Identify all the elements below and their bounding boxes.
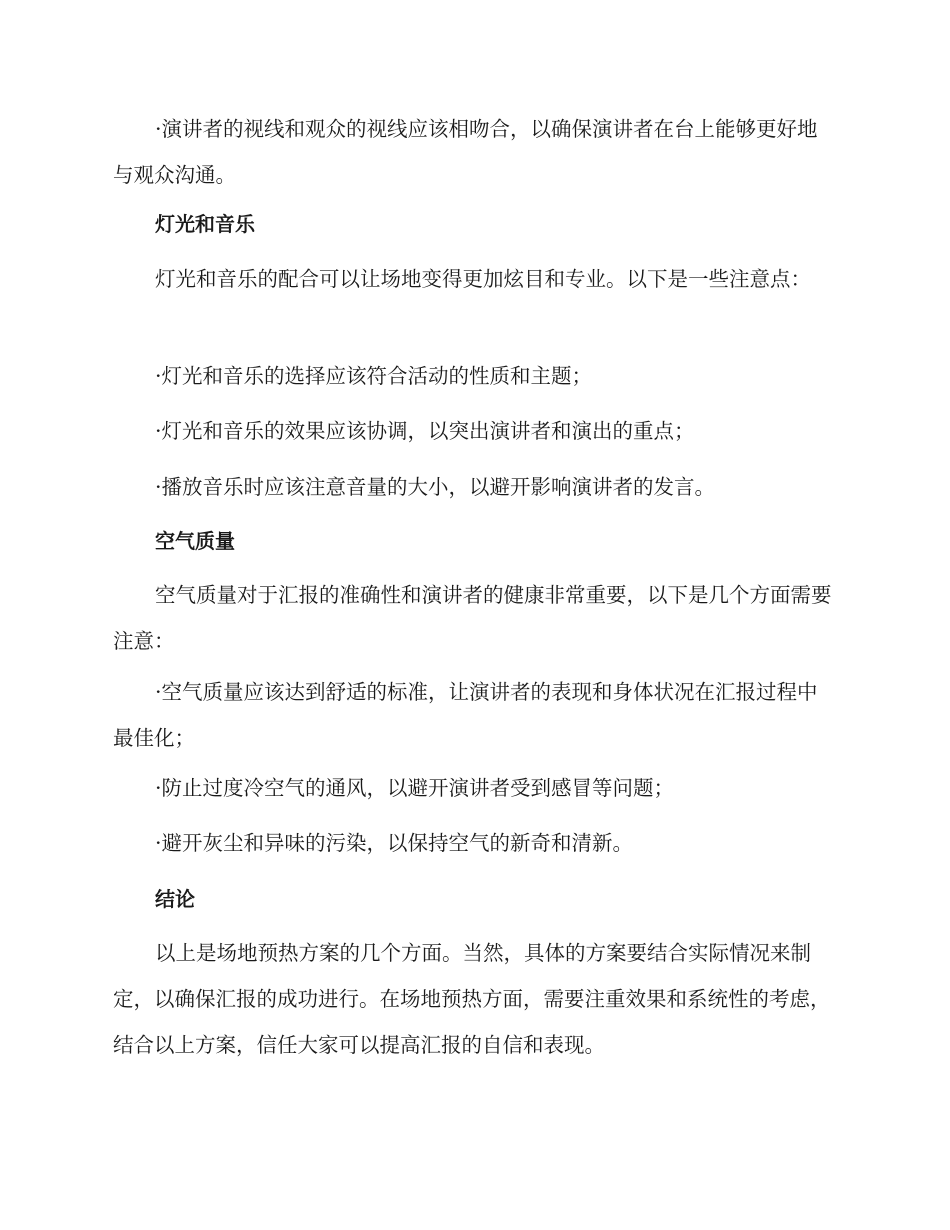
- paragraph-air-intro: 空气质量对于汇报的准确性和演讲者的健康非常重要，以下是几个方面需要注意：: [113, 583, 832, 653]
- heading-lighting-music: 灯光和音乐: [155, 212, 255, 236]
- bullet-lighting-coordination: ·灯光和音乐的效果应该协调，以突出演讲者和演出的重点；: [155, 419, 695, 443]
- paragraph-sightline: ·演讲者的视线和观众的视线应该相吻合，以确保演讲者在台上能够更好地与观众沟通。: [113, 117, 818, 187]
- bullet-air-ventilation: ·防止过度冷空气的通风，以避开演讲者受到感冒等问题；: [155, 776, 675, 800]
- paragraph-lighting-intro: 灯光和音乐的配合可以让场地变得更加炫目和专业。以下是一些注意点：: [155, 267, 811, 291]
- heading-conclusion: 结论: [155, 887, 195, 911]
- heading-air-quality: 空气质量: [155, 529, 235, 553]
- bullet-lighting-theme: ·灯光和音乐的选择应该符合活动的性质和主题；: [155, 364, 593, 388]
- bullet-music-volume: ·播放音乐时应该注意音量的大小，以避开影响演讲者的发言。: [155, 475, 716, 499]
- bullet-air-comfort: ·空气质量应该达到舒适的标准，让演讲者的表现和身体状况在汇报过程中最佳化；: [113, 680, 818, 750]
- paragraph-conclusion: 以上是场地预热方案的几个方面。当然，具体的方案要结合实际情况来制定，以确保汇报的成功进行。在场地预热方面，需要注重效果和系统性的考虑，结合以上方案，信任大家可以提高汇报的自信和表现。: [113, 941, 831, 1057]
- bullet-air-pollution: ·避开灰尘和异味的污染，以保持空气的新奇和清新。: [155, 831, 634, 855]
